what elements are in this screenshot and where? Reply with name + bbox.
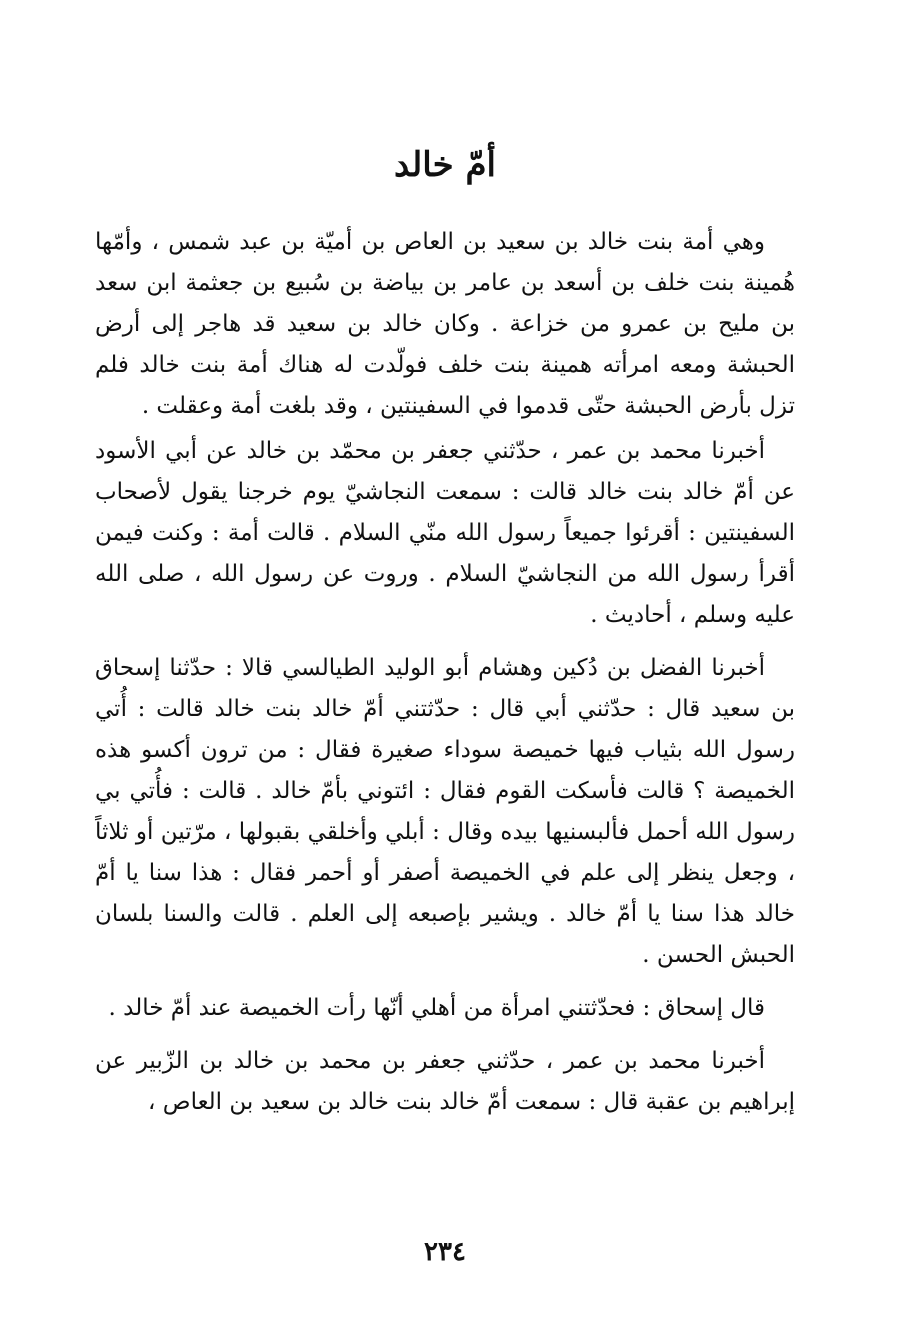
page-number: ٢٣٤ xyxy=(424,1237,466,1267)
paragraph-4: قال إسحاق : فحدّثتني امرأة من أهلي أنّها رأت الخميصة عند أمّ خالد . xyxy=(108,995,765,1021)
page-body xyxy=(95,222,795,1123)
paragraph-2: أخبرنا محمد بن عمر ، حدّثني جعفر بن محمّد بن خالد عن أبي الأسود عن أمّ خالد بنت خالد قالت : سمعت النجاشيّ يوم خرجنا يقول لأصحاب السفينتين : أقرئوا جميعاً رسول الله منّي السلام . قالت أمة : وكنت فيمن أقرأ رسول الله من النجاشيّ السلام . وروت عن رسول الله ، صلى الله عليه وسلم ، أحاديث . xyxy=(95,438,795,628)
paragraph-3: أخبرنا الفضل بن دُكين وهشام أبو الوليد الطيالسي قالا : حدّثنا إسحاق بن سعيد قال : حدّثني أبي قال : حدّثتني أمّ خالد بنت خالد قالت : أُتي رسول الله بثياب فيها خميصة سوداء صغيرة فقال : من ترون أكسو هذه الخميصة ؟ قالت فأسكت القوم فقال : ائتوني بأمّ خالد . قالت : فأُتي بي رسول الله أحمل فألبسنيها بيده وقال : أبلي وأخلقي بقبولها ، مرّتين أو ثلاثاً ، وجعل ينظر إلى علم في الخميصة أصفر أو أحمر فقال : هذا سنا يا أمّ خالد هذا سنا يا أمّ خالد . ويشير بإصبعه إلى العلم . قالت والسنا بلسان الحبش الحسن . xyxy=(95,655,795,968)
book-page xyxy=(95,0,795,1341)
page-title: أمّ خالد xyxy=(394,145,496,185)
paragraph-1: وهي أمة بنت خالد بن سعيد بن العاص بن أميّة بن عبد شمس ، وأمّها هُمينة بنت خلف بن أسعد بن عامر بن بياضة بن سُبيع بن جعثمة ابن سعد بن مليح بن عمرو من خزاعة . وكان خالد بن سعيد قد هاجر إلى أرض الحبشة ومعه امرأته همينة بنت خلف فولّدت له هناك أمة بنت خالد فلم تزل بأرض الحبشة حتّى قدموا في السفينتين ، وقد بلغت أمة وعقلت . xyxy=(95,229,795,419)
paragraph-5: أخبرنا محمد بن عمر ، حدّثني جعفر بن محمد بن خالد بن الزّبير عن إبراهيم بن عقبة قال : سمعت أمّ خالد بنت خالد بن سعيد بن العاص ، xyxy=(95,1048,795,1115)
